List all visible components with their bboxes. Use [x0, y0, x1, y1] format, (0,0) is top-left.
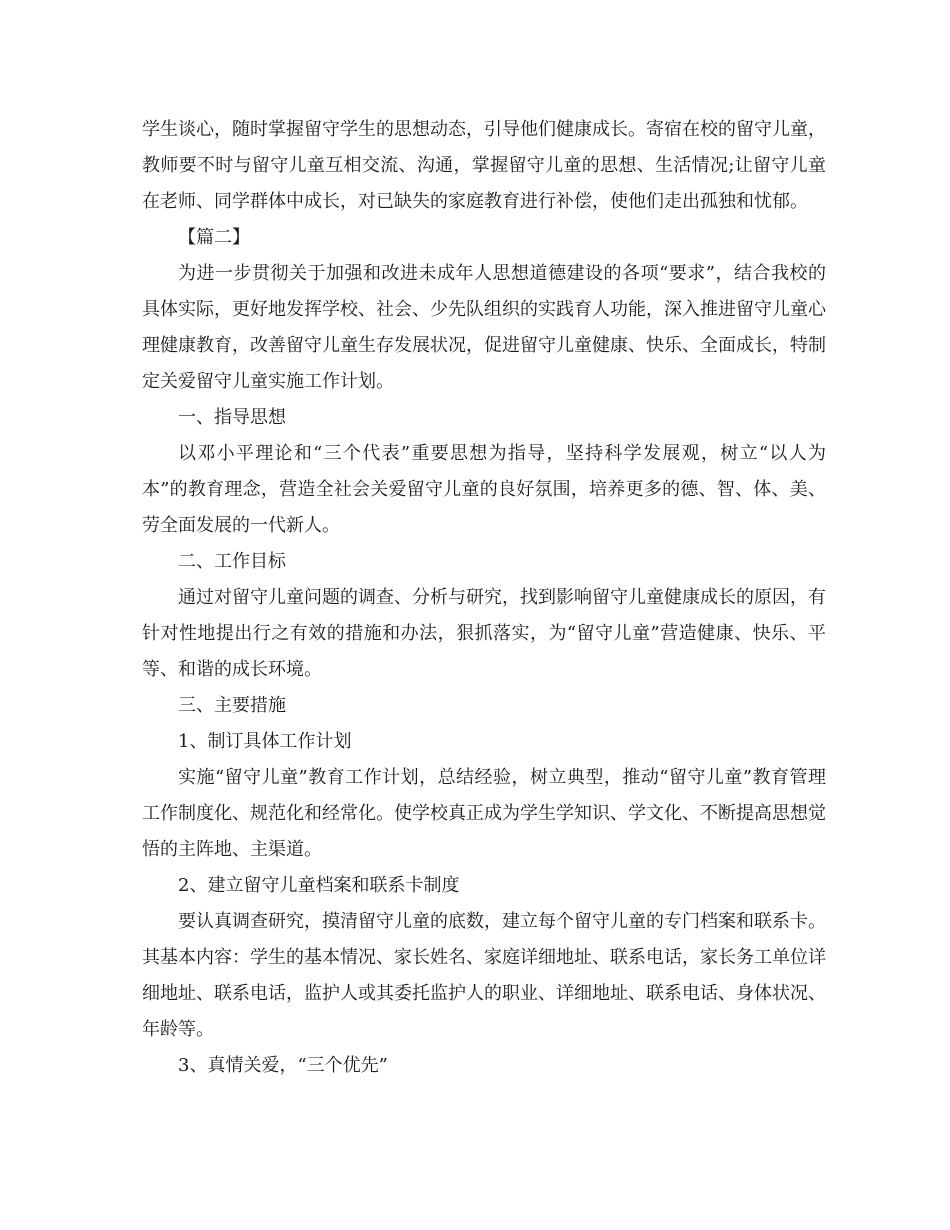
subheading-three-priorities: 3、真情关爱，“三个优先” [178, 1055, 388, 1076]
section-heading-guiding-ideology: 一、指导思想 [178, 407, 286, 428]
section-heading-part-two: 【篇二】 [178, 227, 250, 248]
paragraph-body: 为进一步贯彻关于加强和改进未成年人思想道德建设的各项“要求”，结合我校的具体实际，更好地发挥学校、社会、少先队组织的实践育人功能，深入推进留守儿童心理健康教育，改善留守儿童生存发展状况，促进留守儿童健康、快乐、全面成长，特制定关爱留守儿童实施工作计划。 [142, 263, 826, 392]
paragraph-body: 通过对留守儿童问题的调查、分析与研究，找到影响留守儿童健康成长的原因，有针对性地提出行之有效的措施和办法，狠抓落实，为“留守儿童”营造健康、快乐、平等、和谐的成长环境。 [142, 587, 826, 680]
paragraph-body: 实施“留守儿童”教育工作计划，总结经验，树立典型，推动“留守儿童”教育管理工作制度化、规范化和经常化。使学校真正成为学生学知识、学文化、不断提高思想觉悟的主阵地、主渠道。 [142, 767, 826, 860]
document-page [142, 112, 826, 1084]
section-heading-main-measures: 三、主要措施 [178, 695, 286, 716]
paragraph-body: 要认真调查研究，摸清留守儿童的底数，建立每个留守儿童的专门档案和联系卡。其基本内容：学生的基本情况、家长姓名、家庭详细地址、联系电话，家长务工单位详细地址、联系电话，监护人或其委托监护人的职业、详细地址、联系电话、身体状况、年龄等。 [142, 911, 826, 1040]
paragraph-body: 学生谈心，随时掌握留守学生的思想动态，引导他们健康成长。寄宿在校的留守儿童，教师要不时与留守儿童互相交流、沟通，掌握留守儿童的思想、生活情况;让留守儿童在老师、同学群体中成长，对已缺失的家庭教育进行补偿，使他们走出孤独和忧郁。 [142, 119, 826, 212]
subheading-archive-system: 2、建立留守儿童档案和联系卡制度 [178, 875, 460, 896]
section-heading-work-goals: 二、工作目标 [178, 551, 286, 572]
paragraph-body: 以邓小平理论和“三个代表”重要思想为指导，坚持科学发展观，树立“以人为本”的教育理念，营造全社会关爱留守儿童的良好氛围，培养更多的德、智、体、美、劳全面发展的一代新人。 [142, 443, 826, 536]
subheading-work-plan: 1、制订具体工作计划 [178, 731, 352, 752]
